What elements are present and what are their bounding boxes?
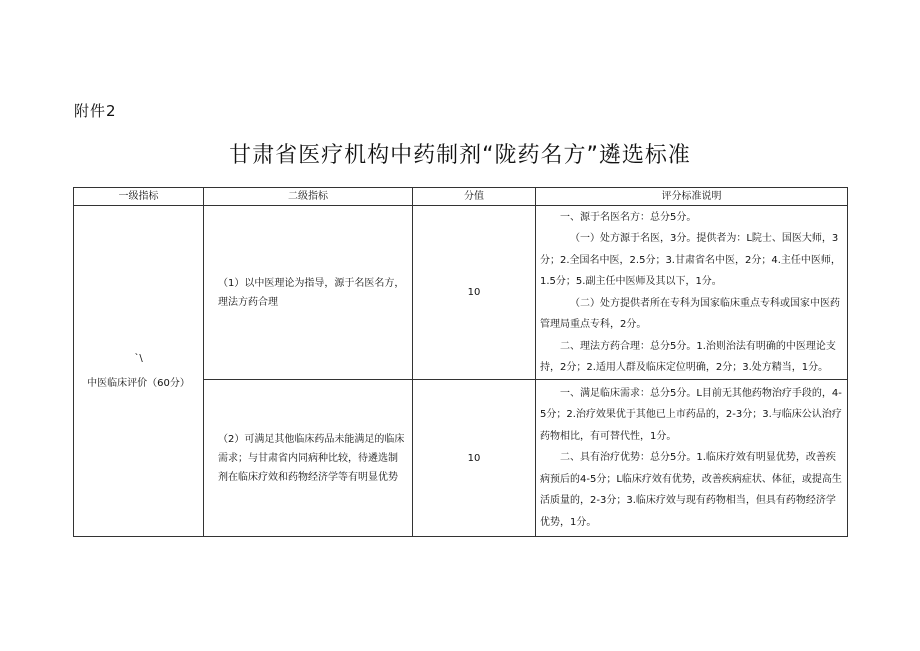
stray-mark: `\	[134, 353, 143, 364]
level1-cell	[74, 206, 204, 537]
attachment-label: 附件2	[74, 102, 117, 120]
table-header-row	[74, 188, 848, 206]
header-score: 分值	[413, 188, 536, 206]
level2-cell: （1）以中医理论为指导，源于名医名方，理法方药合理	[204, 206, 413, 380]
description-paragraph: 二、理法方药合理：总分5分。1.治则治法有明确的中医理论支持，2分；2.适用人群及临床定位明确，2分；3.处方精当，1分。	[540, 340, 836, 373]
score-cell: 10	[413, 206, 536, 380]
description-paragraph: 一、满足临床需求：总分5分。L目前无其他药物治疗手段的，4-5分；2.治疗效果优于其他已上市药品的，2-3分；3.与临床公认治疗药物相比，有可替代性，1分。	[540, 387, 842, 442]
document-title: 甘肃省医疗机构中药制剂“陇药名方”遴选标准	[229, 143, 691, 168]
description-paragraph: （一）处方源于名医，3分。提供者为：L院士、国医大师，3分；2.全国名中医，2.5分；3.甘肃省名中医，2分；4.主任中医师，1.5分；5.副主任中医师及其以下，1分。	[540, 233, 841, 287]
header-level2: 二级指标	[204, 188, 413, 206]
description-paragraph: 二、具有治疗优势：总分5分。1.临床疗效有明显优势，改善疾病预后的4-5分；L临床疗效有优势，改善疾病症状、体征，或提高生活质量的，2-3分；3.临床疗效与现有药物相当，但具有药物经济学优势，1分。	[540, 452, 842, 528]
criteria-table	[73, 187, 848, 537]
table-row	[74, 206, 848, 380]
description-paragraph: 一、源于名医名方：总分5分。	[560, 211, 697, 223]
description-cell	[536, 206, 848, 380]
description-paragraph: （二）处方提供者所在专科为国家临床重点专科或国家中医药管理局重点专科，2分。	[540, 297, 840, 330]
header-description: 评分标准说明	[536, 188, 848, 206]
score-cell: 10	[413, 380, 536, 537]
description-cell	[536, 380, 848, 537]
level1-label: 中医临床评价（60分）	[87, 378, 190, 389]
level2-cell: （2）可满足其他临床药品未能满足的临床需求；与甘肃省内同病种比较，待遴选制剂在临床疗效和药物经济学等有明显优势	[204, 380, 413, 537]
header-level1: 一级指标	[74, 188, 204, 206]
